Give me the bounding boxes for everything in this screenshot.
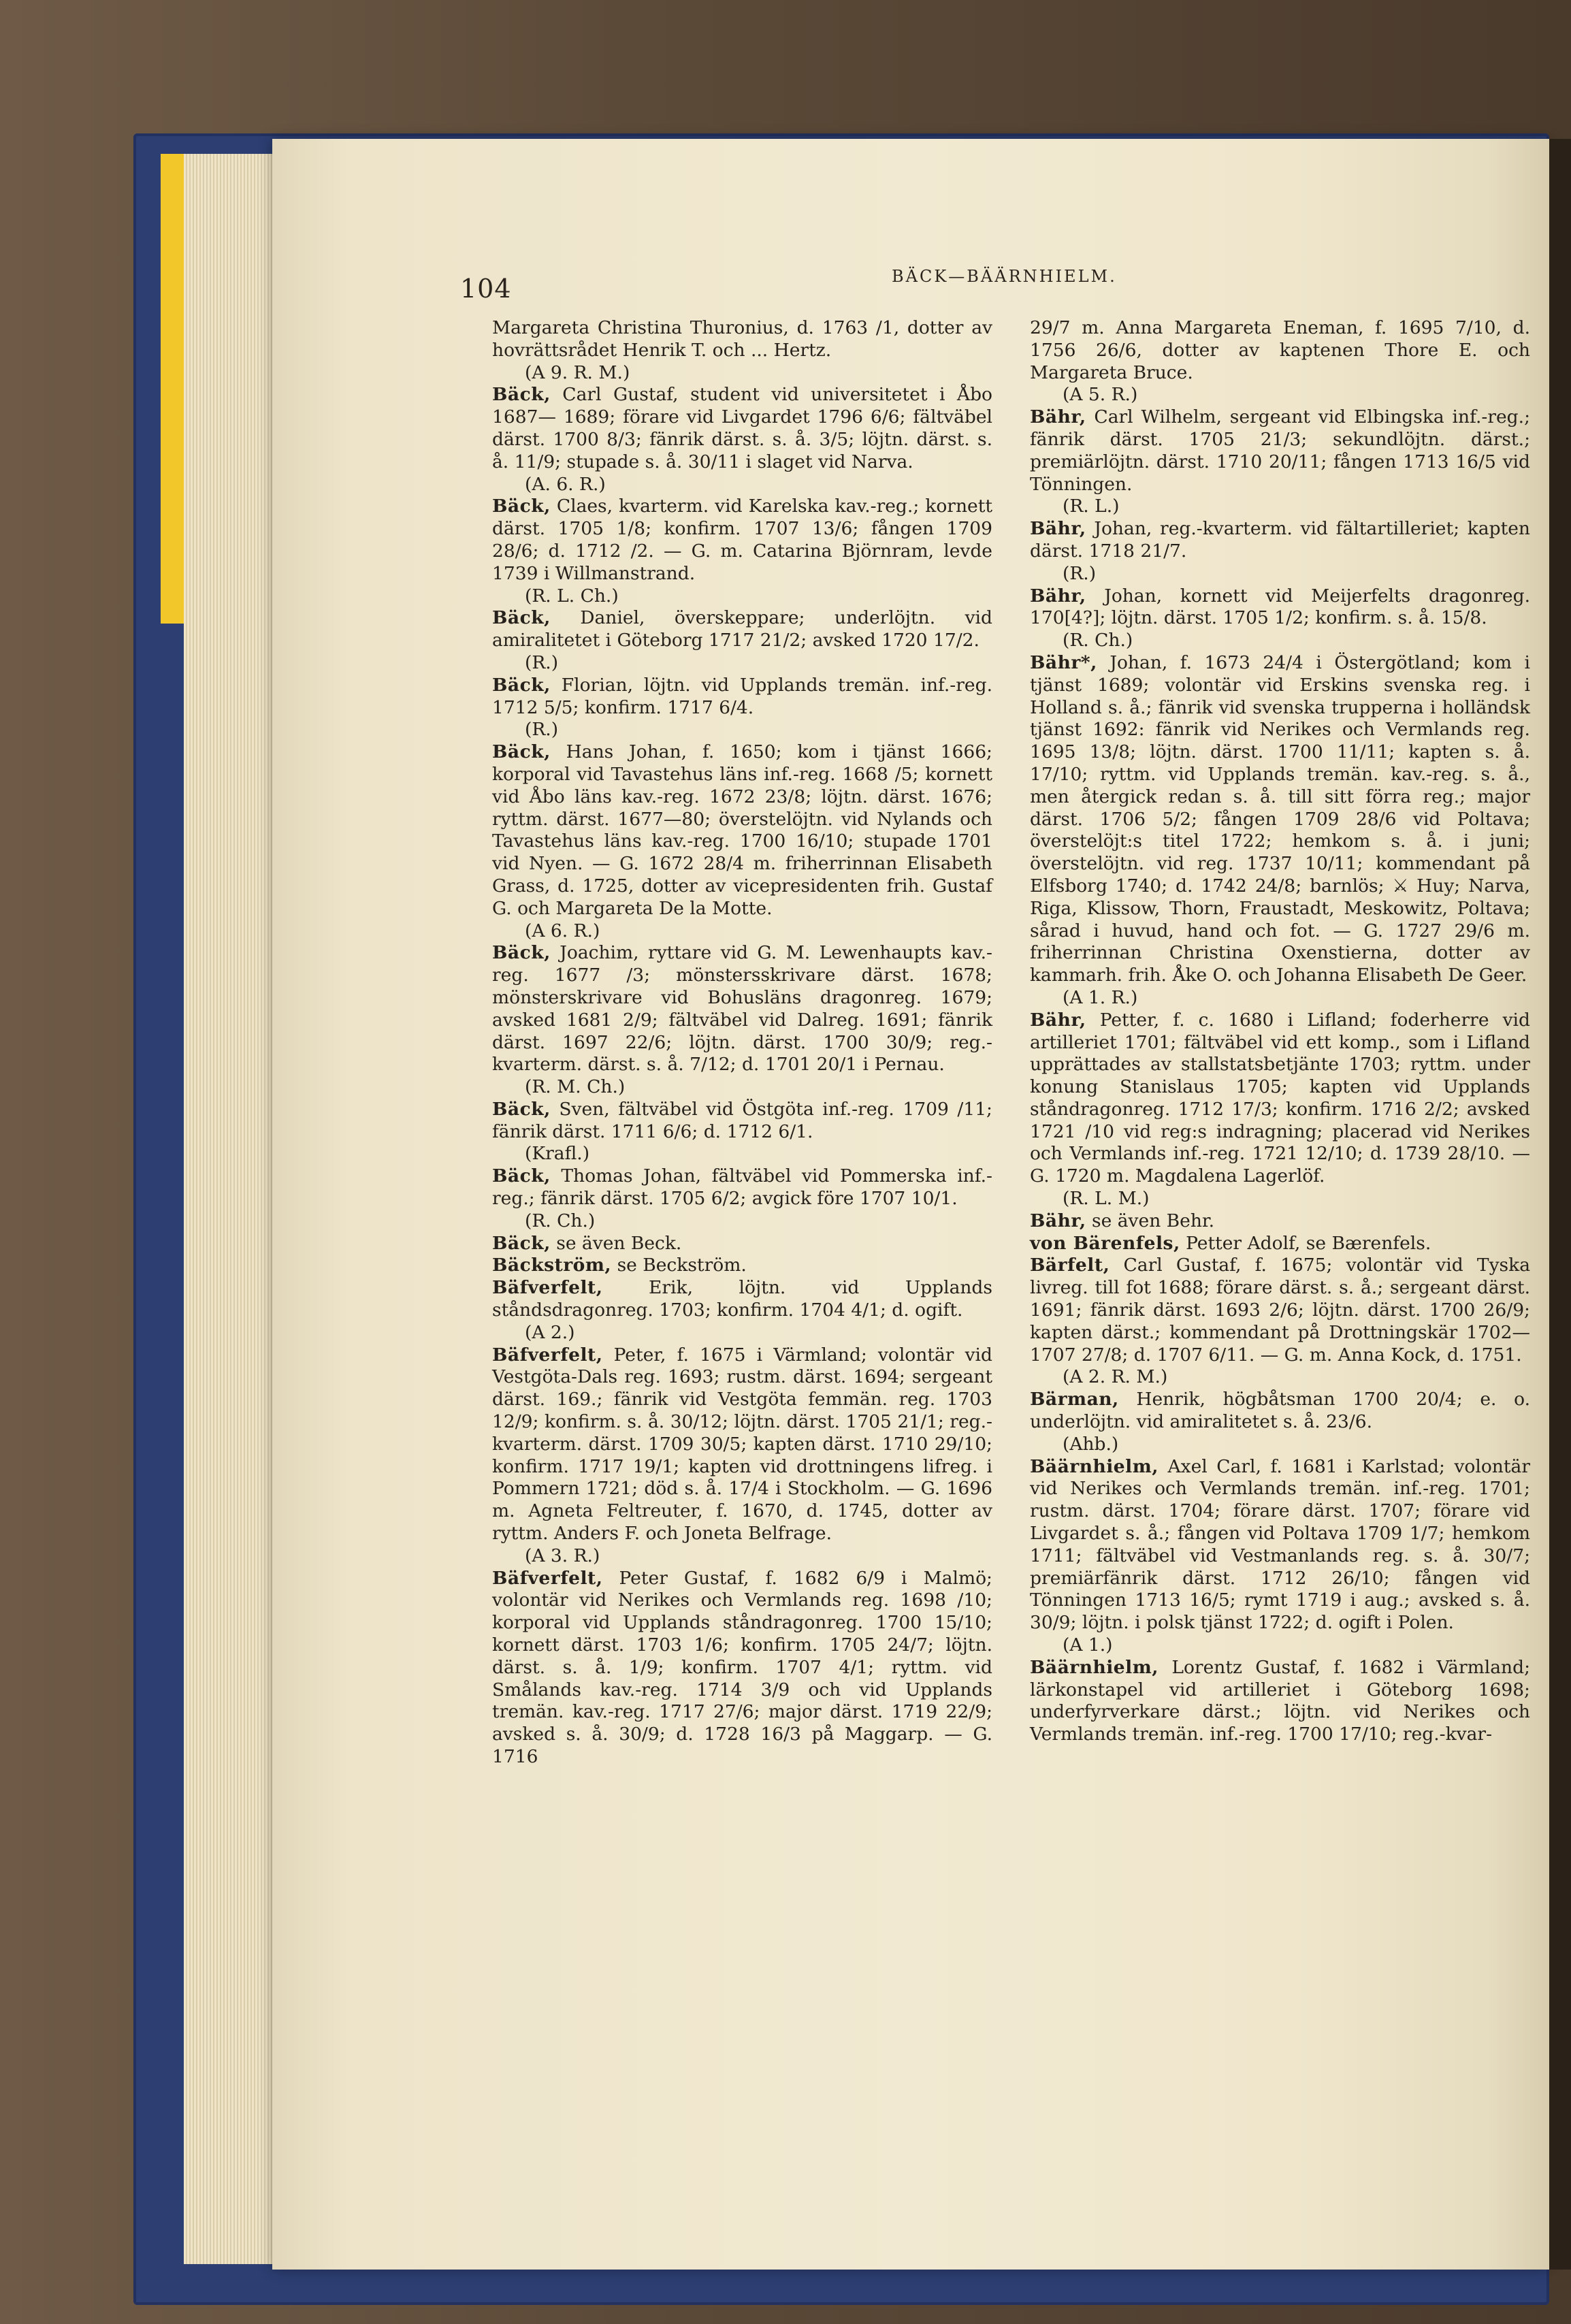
entry-text: Johan, kornett vid Meijerfelts dragonreg. 170[4?]; löjtn. därst. 1705 1/2; konfirm. s. å. 15/8. — [1030, 585, 1530, 629]
entry-text: Petter Adolf, se Bærenfels. — [1180, 1232, 1431, 1254]
source-reference: (R.) — [1063, 562, 1097, 584]
source-reference: (A 1.) — [1063, 1634, 1113, 1656]
source-reference: (A 2. R. M.) — [1063, 1366, 1168, 1388]
entry-headword: Bärfelt, — [1030, 1255, 1110, 1276]
left-column — [492, 317, 992, 1769]
source-reference: (A 5. R.) — [1063, 384, 1138, 406]
register-entry — [492, 1568, 992, 1769]
continued-text: 29/7 m. Anna Margareta Eneman, f. 1695 7/10, d. 1756 26/6, dotter av kaptenen Thore E. och Margareta Bruce. — [1030, 317, 1530, 383]
entry-text: Carl Wilhelm, sergeant vid Elbingska inf.-reg.; fänrik därst. 1705 21/3; sekundlöjtn. därst.; premiärlöjtn. därst. 1710 20/11; fången 1713 16/5 vid Tönningen. — [1030, 406, 1530, 495]
entry-headword: Bäck, — [492, 496, 551, 517]
entry-text: Axel Carl, f. 1681 i Karlstad; volontär vid Nerikes och Vermlands tremän. inf.-reg. 1701; rustm. därst. 1704; förare därst. 1707; förare vid Livgardet s. å.; fången vid Poltava 1709 1/7; hemkom 1711; fältväbel vid Vestmanlands reg. s. å. 30/7; premiärfänrik därst. 1712 26/10; fången vid Tönningen 1713 16/5; rymt 1719 i aug.; avsked s. å. 30/9; löjtn. i polsk tjänst 1722; d. ogift i Polen. — [1030, 1455, 1530, 1634]
entry-headword: Bäck, — [492, 1232, 551, 1254]
register-entry — [492, 942, 992, 1076]
entry-text: Sven, fältväbel vid Östgöta inf.-reg. 1709 /11; fänrik därst. 1711 6/6; d. 1712 6/1. — [492, 1098, 992, 1142]
entry-headword: von Bärenfels, — [1030, 1232, 1180, 1254]
entry-text: Johan, f. 1673 24/4 i Östergötland; kom i tjänst 1689; volontär vid Erskins svenska reg. i Holland s. å.; fänrik vid svenska trupperna i holländsk tjänst 1692: fänrik vid Nerikes och Vermlands reg. 1695 13/8; löjtn. därst. 1700 11/11; kapten s. å. 17/10; ryttm. vid Upplands tremän. kav.-reg. s. å., men återgick redan s. å. till sitt förra reg.; major därst. 1706 5/2; fången 1709 28/6 vid Poltava; överstelöjt:s titel 1722; hemkom s. å. i juni; överstelöjtn. vid reg. 1737 10/11; kommendant på Elfsborg 1740; d. 1742 24/8; barnlös; ⚔ Huy; Narva, Riga, Klissow, Thorn, Fraustadt, Meskowitz, Poltava; sårad i huvud, hand och fot. — G. 1727 29/6 m. friherrinnan Christina Oxenstierna, dotter av kammarh. frih. Åke O. och Johanna Elisabeth De Geer. — [1030, 651, 1530, 986]
entry-headword: Bähr, — [1030, 1009, 1086, 1031]
gutter-shadow — [1549, 139, 1571, 2270]
register-entry — [492, 1344, 992, 1545]
page-edges — [184, 154, 279, 2264]
entry-headword: Bäck, — [492, 741, 551, 763]
source-reference: (A 3. R.) — [525, 1545, 600, 1566]
entry-headword: Bäärnhielm, — [1030, 1656, 1159, 1678]
register-entry — [1030, 1657, 1530, 1746]
source-reference: (R. M. Ch.) — [525, 1076, 626, 1098]
register-entry — [1030, 1210, 1530, 1233]
entry-text: Hans Johan, f. 1650; kom i tjänst 1666; korporal vid Tavastehus läns inf.-reg. 1668 /5; kornett vid Åbo läns kav.-reg. 1672 23/8; löjtn. därst. 1676; ryttm. därst. 1677—80; överstelöjtn. vid Nylands och Tavastehus läns kav.-reg. 1700 16/10; stupade 1701 vid Nyen. — G. 1672 28/4 m. friherrinnan Elisabeth Grass, d. 1725, dotter av vicepresidenten frih. Gustaf G. och Margareta De la Motte. — [492, 741, 992, 919]
entry-text: se Beckström. — [611, 1255, 747, 1276]
entry-headword: Bäck, — [492, 1098, 551, 1120]
source-reference: (A. 6. R.) — [525, 473, 606, 495]
source-reference: (R.) — [525, 651, 559, 673]
source-reference: (Krafl.) — [525, 1143, 590, 1165]
entry-headword: Bähr, — [1030, 406, 1086, 428]
source-reference: (R. Ch.) — [525, 1210, 596, 1231]
source-reference: (Ahb.) — [1063, 1433, 1119, 1455]
entry-headword: Bäärnhielm, — [1030, 1455, 1159, 1477]
entry-headword: Bäck, — [492, 942, 551, 964]
source-reference: (R. L. M.) — [1063, 1188, 1150, 1210]
source-reference: (R.) — [525, 719, 559, 741]
register-entry — [1030, 1389, 1530, 1434]
entry-headword: Bäck, — [492, 384, 551, 406]
register-entry — [492, 384, 992, 473]
entry-text: se även Behr. — [1086, 1210, 1215, 1231]
entry-text: Lorentz Gustaf, f. 1682 i Värmland; lärkonstapel vid artilleriet i Göteborg 1698; underfyrverkare därst.; löjtn. vid Nerikes och Vermlands tremän. inf.-reg. 1700 17/10; reg.-kvar- — [1030, 1656, 1530, 1745]
register-entry — [492, 741, 992, 920]
register-entry — [492, 496, 992, 585]
entry-text: Daniel, överskeppare; underlöjtn. vid amiralitetet i Göteborg 1717 21/2; avsked 1720 17/2. — [492, 607, 992, 651]
register-entry — [1030, 1456, 1530, 1634]
entry-text: Claes, kvarterm. vid Karelska kav.-reg.; kornett därst. 1705 1/8; konfirm. 1707 13/6; fången 1709 28/6; d. 1712 /2. — G. m. Catarina Björnram, levde 1739 i Willmanstrand. — [492, 496, 992, 584]
entry-headword: Bäfverfelt, — [492, 1567, 603, 1589]
entry-headword: Bärman, — [1030, 1389, 1119, 1410]
register-entry — [1030, 406, 1530, 496]
entry-text: Erik, löjtn. vid Upplands ståndsdragonreg. 1703; konfirm. 1704 4/1; d. ogift. — [492, 1277, 992, 1321]
bookmark-ribbon — [161, 154, 184, 624]
entry-text: Florian, löjtn. vid Upplands tremän. inf.-reg. 1712 5/5; konfirm. 1717 6/4. — [492, 674, 992, 718]
register-entry — [492, 1233, 992, 1255]
register-entry — [492, 1099, 992, 1144]
register-entry — [492, 1165, 992, 1210]
entry-text: Carl Gustaf, student vid universitetet i Åbo 1687— 1689; förare vid Livgardet 1796 6/6; fältväbel därst. 1700 8/3; fänrik därst. s. å. 3/5; löjtn. därst. s. å. 11/9; stupade s. å. 30/11 i slaget vid Narva. — [492, 384, 992, 472]
register-entry — [1030, 1010, 1530, 1188]
source-reference: (A 2.) — [525, 1321, 575, 1343]
source-reference: (R. L.) — [1063, 496, 1120, 517]
register-entry — [1030, 518, 1530, 563]
register-entry — [1030, 1255, 1530, 1366]
entry-headword: Bähr, — [1030, 585, 1086, 607]
page-number: 104 — [460, 274, 512, 304]
source-reference: (R. Ch.) — [1063, 630, 1133, 651]
entry-text: Petter, f. c. 1680 i Lifland; foderherre vid artilleriet 1701; fältväbel vid ett komp., som i Lifland upprättades av stallstatsbetjänte 1703; ryttm. under konung Stanislaus 1705; kapten vid Upplands ståndragonreg. 1712 17/3; konfirm. 1716 2/2; avsked 1721 /10 vid reg:s indragning; placerad vid Nerikes och Vermlands inf.-reg. 1721 12/10; d. 1739 28/10. — G. 1720 m. Magdalena Lagerlöf. — [1030, 1009, 1530, 1187]
entry-headword: Bäfverfelt, — [492, 1344, 603, 1366]
entry-text: Thomas Johan, fältväbel vid Pommerska inf.-reg.; fänrik därst. 1705 6/2; avgick före 1707 10/1. — [492, 1165, 992, 1210]
continued-text: Margareta Christina Thuronius, d. 1763 /1, dotter av hovrättsrådet Henrik T. och ... Hertz. — [492, 317, 992, 361]
entry-headword: Bähr, — [1030, 1210, 1086, 1231]
entry-text: Peter, f. 1675 i Värmland; volontär vid Vestgöta-Dals reg. 1693; rustm. därst. 1694; sergeant därst. 169.; fänrik vid Vestgöta femmän. reg. 1703 12/9; konfirm. s. å. 30/12; löjtn. därst. 1705 21/1; reg.-kvarterm. därst. 1709 30/5; kapten därst. 1710 29/10; konfirm. 1717 19/1; kapten vid drottningens lifreg. i Pommern 1721; död s. å. 17/4 i Stockholm. — G. 1696 m. Agneta Feltreuter, f. 1670, d. 1745, dotter av ryttm. Anders F. och Joneta Belfrage. — [492, 1344, 992, 1545]
right-column — [1030, 317, 1530, 1746]
source-reference: (A 9. R. M.) — [525, 361, 630, 383]
register-entry — [492, 675, 992, 720]
entry-text: se även Beck. — [550, 1232, 682, 1254]
source-reference: (A 6. R.) — [525, 920, 600, 941]
register-entry — [1030, 652, 1530, 987]
entry-text: Henrik, högbåtsman 1700 20/4; e. o. underlöjtn. vid amiralitetet s. å. 23/6. — [1030, 1389, 1530, 1433]
source-reference: (R. L. Ch.) — [525, 585, 619, 607]
register-entry — [1030, 585, 1530, 630]
entry-headword: Bäfverfelt, — [492, 1277, 603, 1299]
register-entry — [1030, 1233, 1530, 1255]
entry-headword: Bäck, — [492, 674, 551, 696]
register-entry — [492, 607, 992, 652]
register-entry — [492, 1255, 992, 1277]
entry-text: Peter Gustaf, f. 1682 6/9 i Malmö; volontär vid Nerikes och Vermlands reg. 1698 /10; korporal vid Upplands ståndragonreg. 1700 15/10; kornett därst. 1703 1/6; konfirm. 1705 24/7; löjtn. därst. s. å. 1/9; konfirm. 1707 4/1; ryttm. vid Smålands kav.-reg. 1714 3/9 och vid Upplands tremän. kav.-reg. 1717 27/6; major därst. 1719 22/9; avsked s. å. 30/9; d. 1728 16/3 på Maggarp. — G. 1716 — [492, 1567, 992, 1767]
entry-headword: Bäck, — [492, 607, 551, 629]
entry-text: Joachim, ryttare vid G. M. Lewenhaupts kav.-reg. 1677 /3; mönstersskrivare därst. 1678; mönsterskrivare vid Bohusläns dragonreg. 1679; avsked 1681 2/9; fältväbel vid Dalreg. 1691; fänrik därst. 1697 22/6; löjtn. därst. 1700 30/9; reg.-kvarterm. därst. s. å. 7/12; d. 1701 20/1 i Pernau. — [492, 942, 992, 1076]
entry-text: Carl Gustaf, f. 1675; volontär vid Tyska livreg. till fot 1688; förare därst. s. å.; sergeant därst. 1691; fänrik därst. 1693 2/6; löjtn. därst. 1700 26/9; kapten därst.; kommendant på Drottningskär 1702—1707 27/8; d. 1707 6/11. — G. m. Anna Kock, d. 1751. — [1030, 1255, 1530, 1366]
entry-headword: Bäckström, — [492, 1255, 612, 1276]
source-reference: (A 1. R.) — [1063, 986, 1138, 1008]
running-head: BÄCK—BÄÄRNHIELM. — [892, 267, 1117, 286]
entry-headword: Bäck, — [492, 1165, 551, 1187]
entry-text: Johan, reg.-kvarterm. vid fältartilleriet; kapten därst. 1718 21/7. — [1030, 518, 1530, 562]
entry-headword: Bähr, — [1030, 518, 1086, 540]
entry-headword: Bähr*, — [1030, 651, 1097, 673]
register-entry — [492, 1277, 992, 1322]
